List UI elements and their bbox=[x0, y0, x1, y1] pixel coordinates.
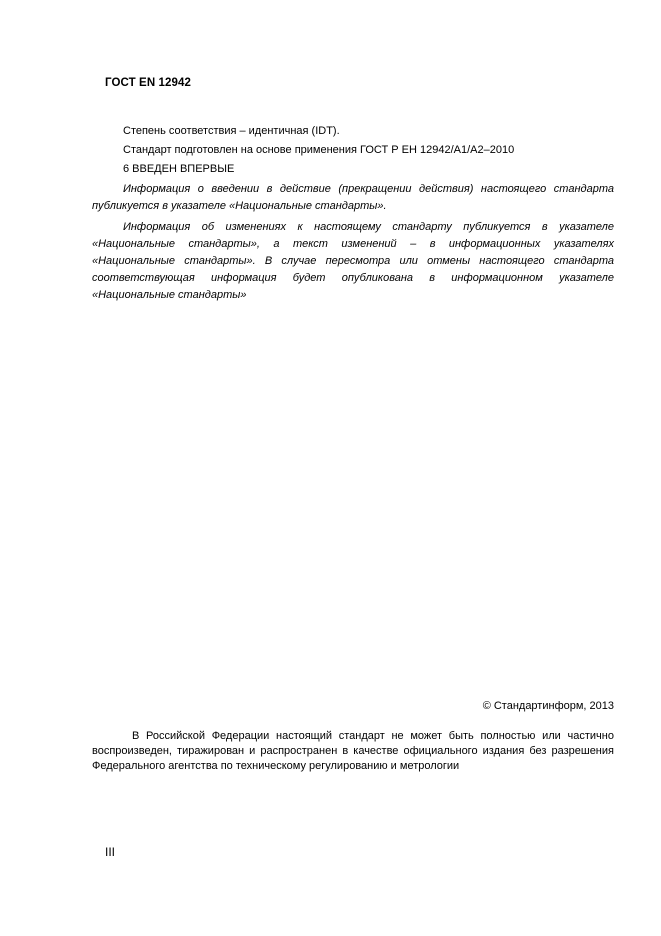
info-intro-paragraph: Информация о введении в действие (прекращении действия) настоящего стандарта публикуется в указателе «Национальные стандарты». bbox=[92, 183, 614, 212]
conformity-degree-line: Степень соответствия – идентичная (IDT). bbox=[123, 125, 340, 137]
introduced-first-time-line: 6 ВВЕДЕН ВПЕРВЫЕ bbox=[123, 163, 235, 175]
document-code-header: ГОСТ EN 12942 bbox=[105, 77, 192, 89]
prepared-basis-line: Стандарт подготовлен на основе применения ГОСТ Р ЕН 12942/А1/А2–2010 bbox=[123, 144, 515, 156]
page-number: III bbox=[105, 845, 116, 859]
copyright-notice: © Стандартинформ, 2013 bbox=[482, 700, 614, 712]
reproduction-notice: В Российской Федерации настоящий стандарт не может быть полностью или частично воспроизведен, тиражирован и распространен в качестве официального издания без разрешения Федерального агентства по техническому регулированию и метрологии bbox=[92, 730, 614, 772]
info-changes-paragraph: Информация об изменениях к настоящему стандарту публикуется в указателе «Национальные стандарты», а текст изменений – в информационных указателях «Национальные стандарты». В случае пересмотра или отмены настоящего стандарта соответствующая информация будет опубликована в информационном указателе «Национальные стандарты» bbox=[92, 221, 614, 301]
